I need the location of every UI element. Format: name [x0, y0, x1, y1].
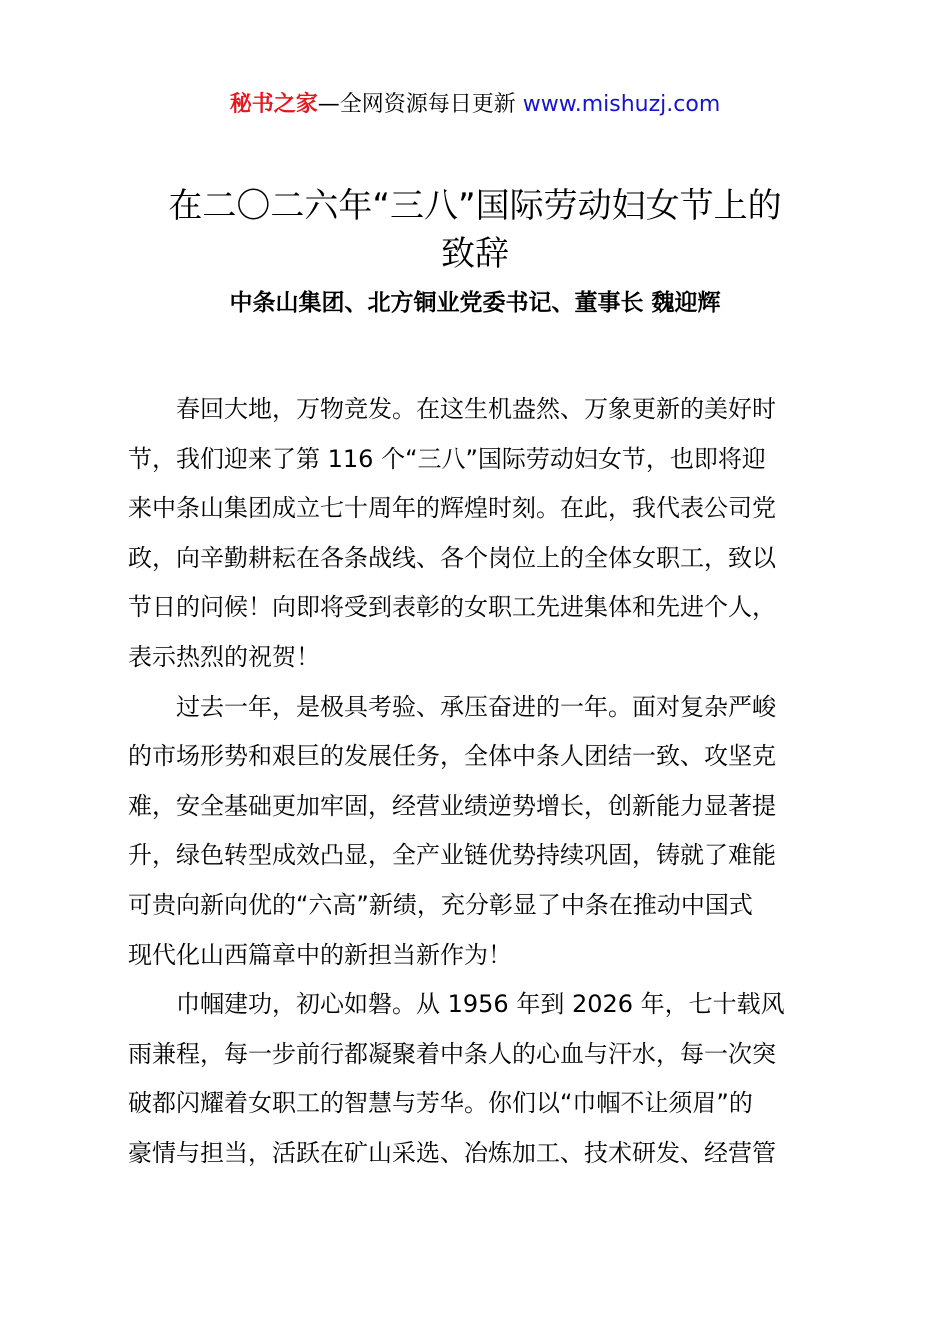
paragraph-2 [128, 683, 838, 981]
author-byline: 中条山集团、北方铜业党委书记、董事长 魏迎辉 [229, 290, 721, 316]
text-line: 来中条山集团成立七十周年的辉煌时刻。在此，我代表公司党 [128, 494, 776, 523]
text-line: 升，绿色转型成效凸显，全产业链优势持续巩固，铸就了难能 [128, 841, 776, 870]
site-tagline: —全网资源每日更新 [317, 92, 523, 117]
paragraph-3 [128, 980, 838, 1178]
text-line: 现代化山西篇章中的新担当新作为！ [128, 940, 512, 969]
document-body [128, 385, 838, 1179]
text-line: 雨兼程，每一步前行都凝聚着中条人的心血与汗水，每一次突 [128, 1039, 776, 1068]
document-title [0, 182, 950, 278]
text-line: 节日的问候！向即将受到表彰的女职工先进集体和先进个人， [128, 593, 776, 622]
text-line: 破都闪耀着女职工的智慧与芳华。你们以“巾帼不让须眉”的 [128, 1089, 753, 1118]
text-line: 表示热烈的祝贺！ [128, 642, 320, 671]
site-brand: 秘书之家 [229, 92, 318, 117]
site-url-link[interactable]: www.mishuzj.com [522, 92, 721, 117]
site-header-banner [0, 88, 950, 122]
text-line: 巾帼建功，初心如磐。从 1956 年到 2026 年，七十载风 [176, 990, 785, 1019]
text-line: 豪情与担当，活跃在矿山采选、冶炼加工、技术研发、经营管 [128, 1138, 776, 1167]
text-line: 节，我们迎来了第 116 个“三八”国际劳动妇女节，也即将迎 [128, 444, 766, 473]
text-line: 政，向辛勤耕耘在各条战线、各个岗位上的全体女职工，致以 [128, 543, 776, 572]
text-line: 过去一年，是极具考验、承压奋进的一年。面对复杂严峻 [176, 692, 776, 721]
text-line: 春回大地，万物竞发。在这生机盎然、万象更新的美好时 [176, 395, 776, 423]
title-line: 致辞 [441, 234, 509, 274]
text-line: 可贵向新向优的“六高”新绩，充分彰显了中条在推动中国式 [128, 890, 753, 919]
text-line: 难，安全基础更加牢固，经营业绩逆势增长，创新能力显著提 [128, 791, 776, 820]
title-line: 在二〇二六年“三八”国际劳动妇女节上的 [168, 186, 782, 226]
paragraph-1 [128, 385, 838, 683]
text-line: 的市场形势和艰巨的发展任务，全体中条人团结一致、攻坚克 [128, 742, 776, 771]
